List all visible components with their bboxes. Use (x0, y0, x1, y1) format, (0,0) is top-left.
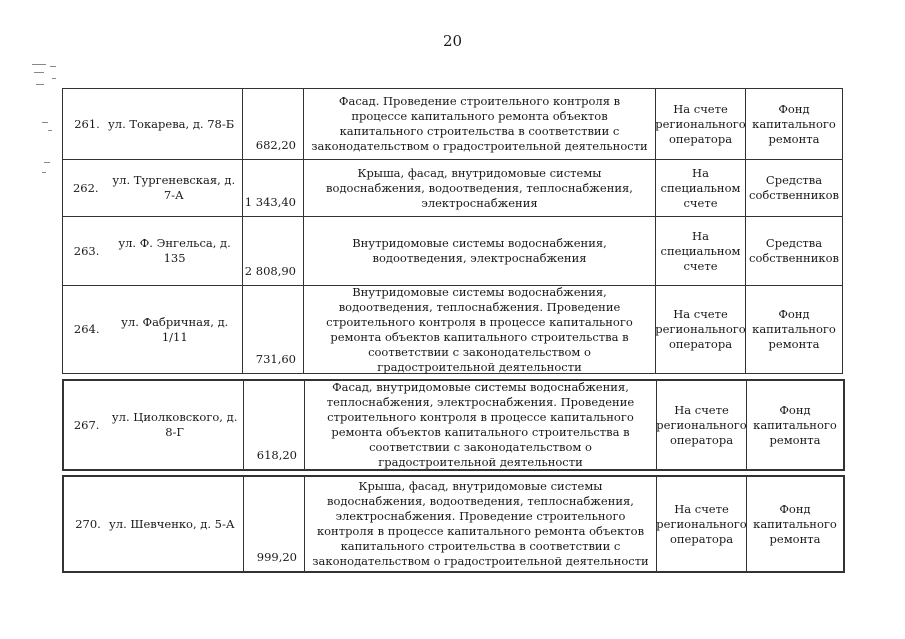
row-work: Фасад. Проведение строительного контроля в процессе капитального ремонта объектов капитального строительства в соответствии с законодательством о градостроительной деятельности (303, 89, 655, 159)
row-work: Фасад, внутридомовые системы водоснабжения, теплоснабжения, электроснабжения. Проведение строительного контроля в процессе капитального ремонта объектов капитального строительства в соответствии с законодательством о градостроительной деятельности (304, 381, 656, 469)
row-number-address (64, 381, 243, 469)
row-work: Внутридомовые системы водоснабжения, водоотведения, теплоснабжения. Проведение строительного контроля в процессе капитального ремонта объектов капитального строительства в соответствии с законодательством о градостроительной деятельности (303, 286, 655, 373)
row-address: ул. Циолковского, д. 8-Г (111, 410, 238, 439)
row-fund: Средства собственников (745, 217, 842, 285)
row-account: На специальном счете (655, 217, 745, 285)
row-work: Крыша, фасад, внутридомовые системы водоснабжения, водоотведения, теплоснабжения, электроснабжения (303, 160, 655, 216)
row-address: ул. Ф. Энгельса, д. 135 (118, 236, 231, 265)
row-number: 261. (74, 116, 100, 131)
row-number-address (63, 89, 242, 159)
row-fund: Фонд капитального ремонта (745, 89, 842, 159)
row-fund: Средства собственников (745, 160, 842, 216)
row-number-address (63, 217, 242, 285)
table-row (63, 89, 842, 160)
row-address: ул. Тургеневская, д. 7-А (112, 173, 236, 202)
row-number-address (63, 160, 242, 216)
row-number: 262. (72, 180, 99, 195)
row-area: 618,20 (243, 381, 304, 469)
row-address: ул. Фабричная, д. 1/11 (121, 314, 229, 344)
row-number: 263. (73, 243, 100, 258)
row-area: 2 808,90 (242, 217, 303, 285)
row-fund: Фонд капитального ремонта (746, 381, 843, 469)
row-account: На счете регионального оператора (655, 286, 745, 373)
row-address: ул. Шевченко, д. 5-А (109, 516, 235, 531)
table-block-3 (62, 475, 845, 573)
row-account: На специальном счете (655, 160, 745, 216)
table-row (64, 477, 843, 571)
row-address: ул. Токарева, д. 78-Б (108, 116, 235, 131)
row-work: Внутридомовые системы водоснабжения, водоотведения, электроснабжения (303, 217, 655, 285)
row-fund: Фонд капитального ремонта (745, 286, 842, 373)
row-account: На счете регионального оператора (656, 381, 746, 469)
table-row (63, 160, 842, 217)
table-block-1 (62, 88, 843, 374)
table-block-2 (62, 379, 845, 471)
row-account: На счете регионального оператора (655, 89, 745, 159)
table-row (63, 286, 842, 373)
table-row (63, 217, 842, 286)
row-number-address (64, 477, 243, 571)
row-account: На счете регионального оператора (656, 477, 746, 571)
row-area: 731,60 (242, 286, 303, 373)
row-area: 1 343,40 (242, 160, 303, 216)
row-work: Крыша, фасад, внутридомовые системы водоснабжения, водоотведения, теплоснабжения, электроснабжения. Проведение строительного контроля в процессе капитального ремонта объектов капитального строительства в соответствии с законодательством о градостроительной деятельности (304, 477, 656, 571)
table-row (64, 381, 843, 469)
page-number: 20 (442, 32, 463, 50)
row-area: 999,20 (243, 477, 304, 571)
row-number: 267. (73, 417, 100, 432)
row-fund: Фонд капитального ремонта (746, 477, 843, 571)
row-number: 264. (73, 322, 100, 336)
row-area: 682,20 (242, 89, 303, 159)
row-number: 270. (75, 516, 101, 531)
row-number-address (63, 286, 242, 373)
